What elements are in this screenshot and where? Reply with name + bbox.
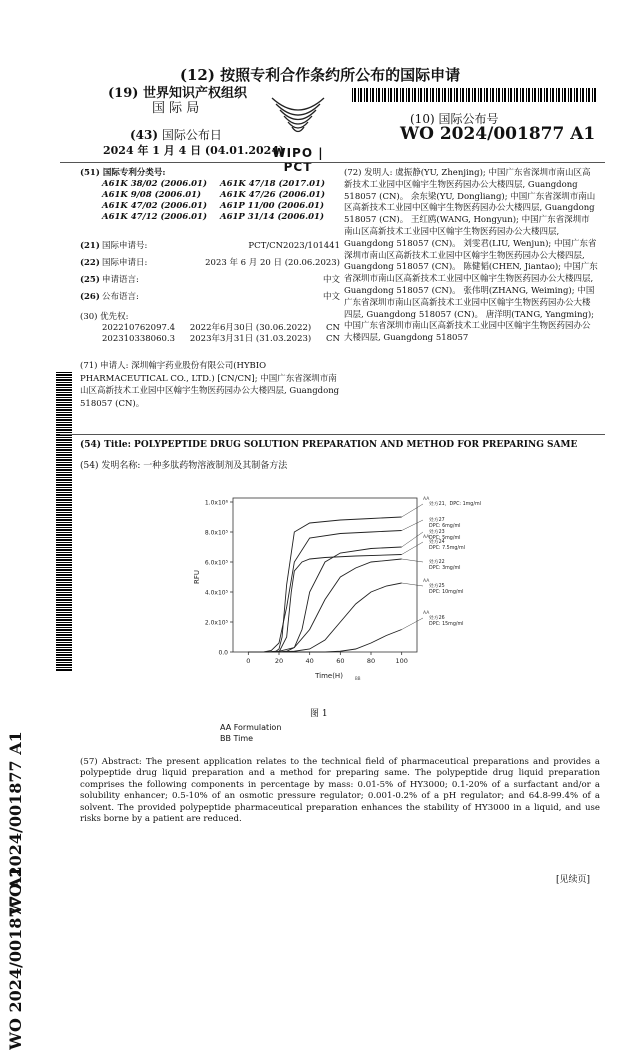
field-num: (21) — [80, 241, 100, 251]
priority-country: CN — [326, 334, 340, 344]
pubdate-label — [130, 126, 222, 143]
org-name: 世界知识产权组织 — [142, 86, 247, 101]
y-tick-label: 4.0x10⁵ — [204, 589, 228, 597]
x-tick-label: 80 — [366, 657, 376, 665]
pubno-label: (10) 国际公布号 — [410, 112, 499, 126]
label-leader — [402, 559, 423, 562]
label-leader — [402, 542, 423, 555]
x-tick-label: 20 — [274, 657, 284, 665]
priority-country: CN — [326, 323, 340, 333]
series-label: 处方25 — [429, 584, 445, 589]
wipo-logo-text: WIPO | PCT — [272, 146, 324, 174]
series-label-sub: DPC: 7.5mg/ml — [429, 546, 466, 551]
legend-item: BB Time — [220, 734, 254, 743]
class-code: A61K 47/12 (2006.01) — [102, 212, 207, 222]
class-code: A61K 9/08 (2006.01) — [102, 190, 202, 200]
priority-row — [80, 334, 340, 345]
y-tick-label: 0.0 — [218, 649, 228, 657]
org-bureau: 国 际 局 — [152, 101, 200, 116]
field-row — [80, 255, 340, 272]
figure-caption: 图 1 — [310, 709, 328, 719]
wipo-emblem-icon — [268, 96, 328, 142]
publication-number: WO 2024/001877 A1 — [400, 124, 596, 144]
label-leader — [402, 504, 423, 517]
field-num: (26) — [80, 292, 100, 302]
priority-block — [80, 312, 340, 345]
series-label-sub: DPC: 5mg/ml — [429, 536, 461, 541]
field-label: 申请语言: — [102, 275, 139, 285]
application-fields — [80, 238, 340, 306]
figure-1 — [185, 490, 505, 719]
chart-series — [248, 517, 401, 652]
series-line — [248, 531, 401, 653]
field-num: (22) — [80, 258, 100, 268]
priority-number: 202310338060.3 — [102, 334, 176, 344]
series-line — [248, 583, 401, 652]
label-leader — [402, 520, 423, 531]
field-num: (25) — [80, 275, 100, 285]
series-tag: AA — [423, 611, 430, 616]
series-label: 处方27 — [429, 518, 445, 523]
legend-item: AA Formulation — [220, 723, 282, 732]
priority-date: 2023年3月31日 (31.03.2023) — [189, 334, 312, 344]
label-leader — [402, 618, 423, 630]
x-axis-tag: BB — [355, 676, 361, 681]
y-axis-title: RFU — [193, 569, 201, 585]
priority-number: 202210762097.4 — [102, 323, 176, 333]
y-tick-label: 1.0x10⁶ — [204, 499, 228, 507]
field-value: 2023 年 6 月 20 日 (20.06.2023) — [205, 258, 340, 268]
divider-top — [60, 162, 605, 163]
line-chart — [185, 490, 505, 715]
classification-label: (51) 国际专利分类号: — [80, 168, 166, 178]
barcode-top — [352, 88, 598, 102]
x-tick-label: 60 — [336, 657, 345, 665]
label-leader — [402, 583, 423, 586]
series-label: 处方21，DPC: 1mg/ml — [429, 502, 481, 507]
title-chinese: (54) 发明名称: 一种多肽药物溶液制剂及其制备方法 — [80, 461, 288, 471]
inventors-block: (72) 发明人: 虞振静(YU, Zhenjing); 中国广东省深圳市南山区高新技术工业园中区翰宇生物医药园办公大楼四层, Guangdong 518057 (CN)。 余东梁(YU, Dongliang); 中国广东省深圳市南山区高新技术工业园中区翰宇生物医药园办公大楼四层, Guangdong 518057 (CN)。 王红鸥(WANG, Hongyun); 中国广东省深圳市南山区高新技术工业园中区翰宇生物医药园办公大楼四层, Guangdong 518057 (CN)。 刘雯君(LIU, Wenjun); 中国广东省深圳市南山区高新技术工业园中区翰宇生物医药园办公大楼四层, Guangdong 518057 (CN)。 陈健韬(CHEN, Jiantao); 中国广东省深圳市南山区高新技术工业园中区翰宇生物医药园办公大楼四层, Guangdong 518057 (CN)。 张伟明(ZHANG, Weiming); 中国广东省深圳市南山区高新技术工业园中区翰宇生物医药园办公大楼四层, Guangdong 518057 (CN)。 唐洋明(TANG, Yangming); 中国广东省深圳市南山区高新技术工业园中区翰宇生物医药园办公大楼四层, Guangdong 518057 — [344, 168, 598, 344]
applicant-block: (71) 申请人: 深圳翰宇药业股份有限公司(HYBIO PHARMACEUTICAL CO., LTD.) [CN/CN]; 中国广东省深圳市南山区高新技术工业园中区翰宇生物医药园办公大楼四层, Guangdong 518057 (CN)。 — [80, 361, 340, 409]
organization-block — [108, 86, 247, 116]
classification-block — [80, 168, 340, 223]
abstract: (57) Abstract: The present application relates to the technical field of pharmaceutical preparations and provides a polypeptide drug liquid preparation and a method for preparing same. The polypeptide drug liquid preparation comprises the following components in percentage by mass: 0.01-5% of HY3000; 0.1-20% of a surfactant and/or a solubility enhancer; 0.5-10% of an osmotic pressure regulator; 0.001-0.2% of a pH regulator; and 64.8-99.4% of a solvent. The provided polypeptide pharmaceutical preparation enhances the stability of HY3000 in a liquid, and use risks borne by a patient are reduced. — [80, 757, 600, 825]
series-tag: AA — [423, 535, 430, 540]
class-code: A61K 47/26 (2006.01) — [220, 190, 325, 200]
classification-grid — [80, 179, 340, 223]
barcode-side — [56, 372, 72, 672]
series-label: 处方26 — [429, 616, 445, 621]
chart-series-labels — [402, 496, 481, 630]
field-label: 公布语言: — [102, 292, 139, 302]
series-line — [248, 517, 401, 652]
org-num: (19) — [108, 86, 139, 101]
pubdate-label-num: (43) — [130, 128, 159, 142]
field-value: 中文 — [322, 292, 340, 302]
x-tick-label: 100 — [395, 657, 408, 665]
class-code: A61K 47/02 (2006.01) — [102, 201, 207, 211]
field-value: 中文 — [322, 275, 340, 285]
title-english: (54) Title: POLYPEPTIDE DRUG SOLUTION PREPARATION AND METHOD FOR PREPARING SAME — [80, 440, 578, 450]
series-label-sub: DPC: 10mg/ml — [429, 590, 464, 595]
field-row — [80, 289, 340, 306]
series-label-sub: DPC: 3mg/ml — [429, 566, 461, 571]
label-leader — [402, 532, 423, 547]
figure-legend — [220, 722, 281, 744]
class-code: A61K 47/18 (2017.01) — [220, 179, 325, 189]
class-code: A61K 38/02 (2006.01) — [102, 179, 207, 189]
pubdate-label-text: 国际公布日 — [161, 128, 222, 142]
x-tick-label: 40 — [305, 657, 314, 665]
class-code: A61P 31/14 (2006.01) — [220, 212, 324, 222]
document-title: (12) 按照专利合作条约所公布的国际申请 — [179, 66, 461, 84]
y-tick-label: 8.0x10⁵ — [204, 529, 228, 537]
x-axis-title: Time(H) — [315, 672, 343, 680]
series-label: 处方23 — [429, 530, 445, 535]
y-tick-label: 6.0x10⁵ — [204, 559, 228, 567]
priority-date: 2022年6月30日 (30.06.2022) — [189, 323, 312, 333]
pubdate-value: 2024 年 1 月 4 日 (04.01.2024) — [103, 144, 285, 157]
priority-row — [80, 323, 340, 334]
field-row — [80, 238, 340, 255]
series-label: 处方24 — [429, 540, 445, 545]
x-tick-label: 0 — [246, 657, 251, 665]
series-tag: AA — [423, 497, 430, 502]
priority-label: (30) 优先权: — [80, 312, 129, 322]
series-tag: AA — [423, 579, 430, 584]
series-line — [248, 630, 401, 653]
series-label: 处方22 — [429, 560, 445, 565]
series-line — [248, 559, 401, 652]
y-tick-label: 2.0x10⁵ — [204, 619, 228, 627]
divider-title — [60, 434, 605, 435]
series-label-sub: DPC: 6mg/ml — [429, 524, 461, 529]
class-code: A61P 11/00 (2006.01) — [220, 201, 324, 211]
series-label-sub: DPC: 15mg/ml — [429, 622, 464, 627]
field-label: 国际申请日: — [102, 258, 148, 268]
field-value: PCT/CN2023/101441 — [248, 241, 340, 251]
side-number-bottom: WO 2024/001877 A1 — [6, 866, 25, 1050]
series-line — [248, 555, 401, 653]
side-number-mid: WO 2024/001877 A1 — [6, 731, 25, 915]
field-row — [80, 272, 340, 289]
continued-note: [见续页] — [556, 875, 591, 885]
field-label: 国际申请号: — [102, 241, 148, 251]
